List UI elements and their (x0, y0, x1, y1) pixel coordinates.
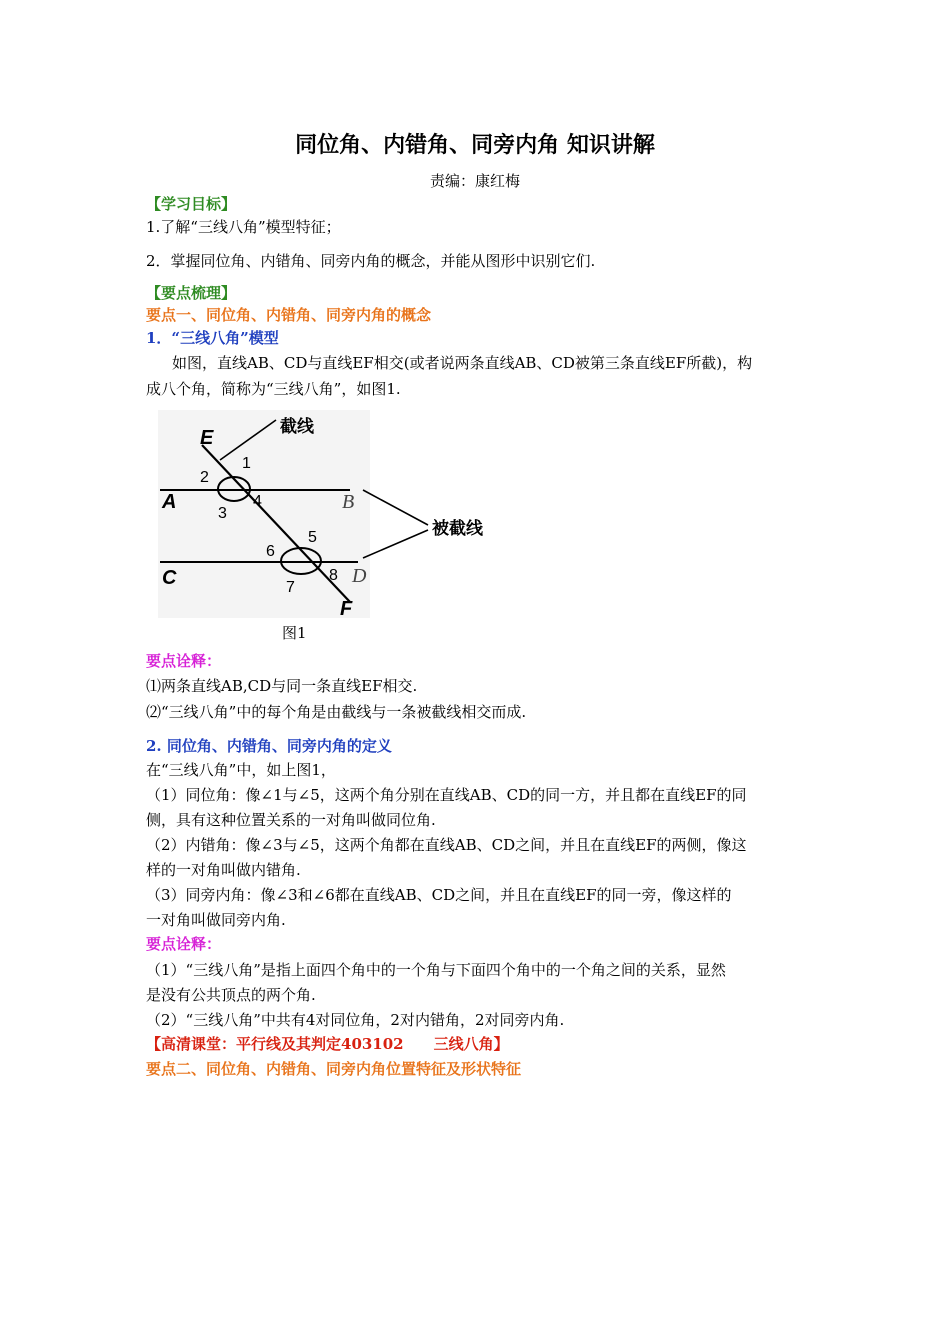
goal-item-1: 1.了解“三线八角”模型特征； (146, 218, 341, 236)
class-note: 【高清课堂：平行线及其判定403102 三线八角】 (146, 1035, 509, 1053)
angle-label-1: 1 (242, 455, 251, 472)
letter-f: F (340, 598, 353, 620)
para1-line-1: 如图，直线AB、CD与直线EF相交(或者说两条直线AB、CD被第三条直线EF所截)，构 (172, 354, 753, 372)
figure-background (158, 410, 370, 618)
para1-line-2: 成八个角，简称为“三线八角”，如图1. (146, 380, 401, 398)
points-heading: 【要点梳理】 (146, 284, 237, 302)
figure-caption: 图1 (282, 624, 307, 642)
goals-heading: 【学习目标】 (146, 195, 237, 213)
letter-c: C (162, 567, 177, 589)
note2-item-2: 是没有公共顶点的两个角. (146, 986, 316, 1004)
def-line-6: 一对角叫做同旁内角. (146, 911, 286, 929)
angle-label-6: 6 (266, 543, 275, 560)
letter-d: D (352, 565, 367, 587)
def-line-2: 侧，具有这种位置关系的一对角叫做同位角. (146, 811, 436, 829)
note1-heading: 要点诠释： (146, 652, 222, 670)
def-line-5: （3）同旁内角：像∠3和∠6都在直线AB、CD之间，并且在直线EF的同一旁，像这样的 (146, 886, 732, 904)
note2-item-3: （2）“三线八角”中共有4对同位角，2对内错角，2对同旁内角. (146, 1011, 565, 1029)
page-title: 同位角、内错角、同旁内角 知识讲解 (295, 132, 655, 158)
angle-label-8: 8 (329, 567, 338, 584)
note1-item-1: ⑴两条直线AB,CD与同一条直线EF相交. (146, 677, 418, 695)
point1-heading: 要点一、同位角、内错角、同旁内角的概念 (146, 306, 432, 324)
def-line-3: （2）内错角：像∠3与∠5，这两个角都在直线AB、CD之间，并且在直线EF的两侧，像这 (146, 836, 747, 854)
point2-heading: 要点二、同位角、内错角、同旁内角位置特征及形状特征 (146, 1060, 522, 1078)
letter-a: A (162, 491, 177, 513)
label-cut-lines: 被截线 (432, 519, 483, 539)
angle-label-4: 4 (253, 493, 262, 510)
cut-pointer-line-upper (363, 490, 428, 525)
intro2-text: 在“三线八角”中，如上图1， (146, 761, 336, 779)
sub2-heading: 2. 同位角、内错角、同旁内角的定义 (146, 737, 392, 755)
goal-item-2: 2．掌握同位角、内错角、同旁内角的概念，并能从图形中识别它们. (146, 252, 596, 270)
label-transversal: 截线 (280, 417, 314, 437)
angle-label-5: 5 (308, 529, 317, 546)
cut-pointer-line-lower (363, 530, 428, 558)
letter-b: B (342, 491, 355, 513)
angle-label-2: 2 (200, 469, 209, 486)
sub1-heading: 1．“三线八角”模型 (146, 329, 279, 347)
angle-label-7: 7 (286, 579, 295, 596)
note2-item-1: （1）“三线八角”是指上面四个角中的一个角与下面四个角中的一个角之间的关系，显然 (146, 961, 726, 979)
def-line-1: （1）同位角：像∠1与∠5，这两个角分别在直线AB、CD的同一方，并且都在直线EF的同 (146, 786, 747, 804)
angle-label-3: 3 (218, 505, 227, 522)
note2-heading: 要点诠释： (146, 935, 222, 953)
letter-e: E (200, 427, 214, 449)
editor-credit: 责编：康红梅 (429, 172, 520, 190)
def-line-4: 样的一对角叫做内错角. (146, 861, 301, 879)
three-lines-eight-angles-figure (158, 410, 518, 620)
note1-item-2: ⑵“三线八角”中的每个角是由截线与一条被截线相交而成. (146, 703, 527, 721)
